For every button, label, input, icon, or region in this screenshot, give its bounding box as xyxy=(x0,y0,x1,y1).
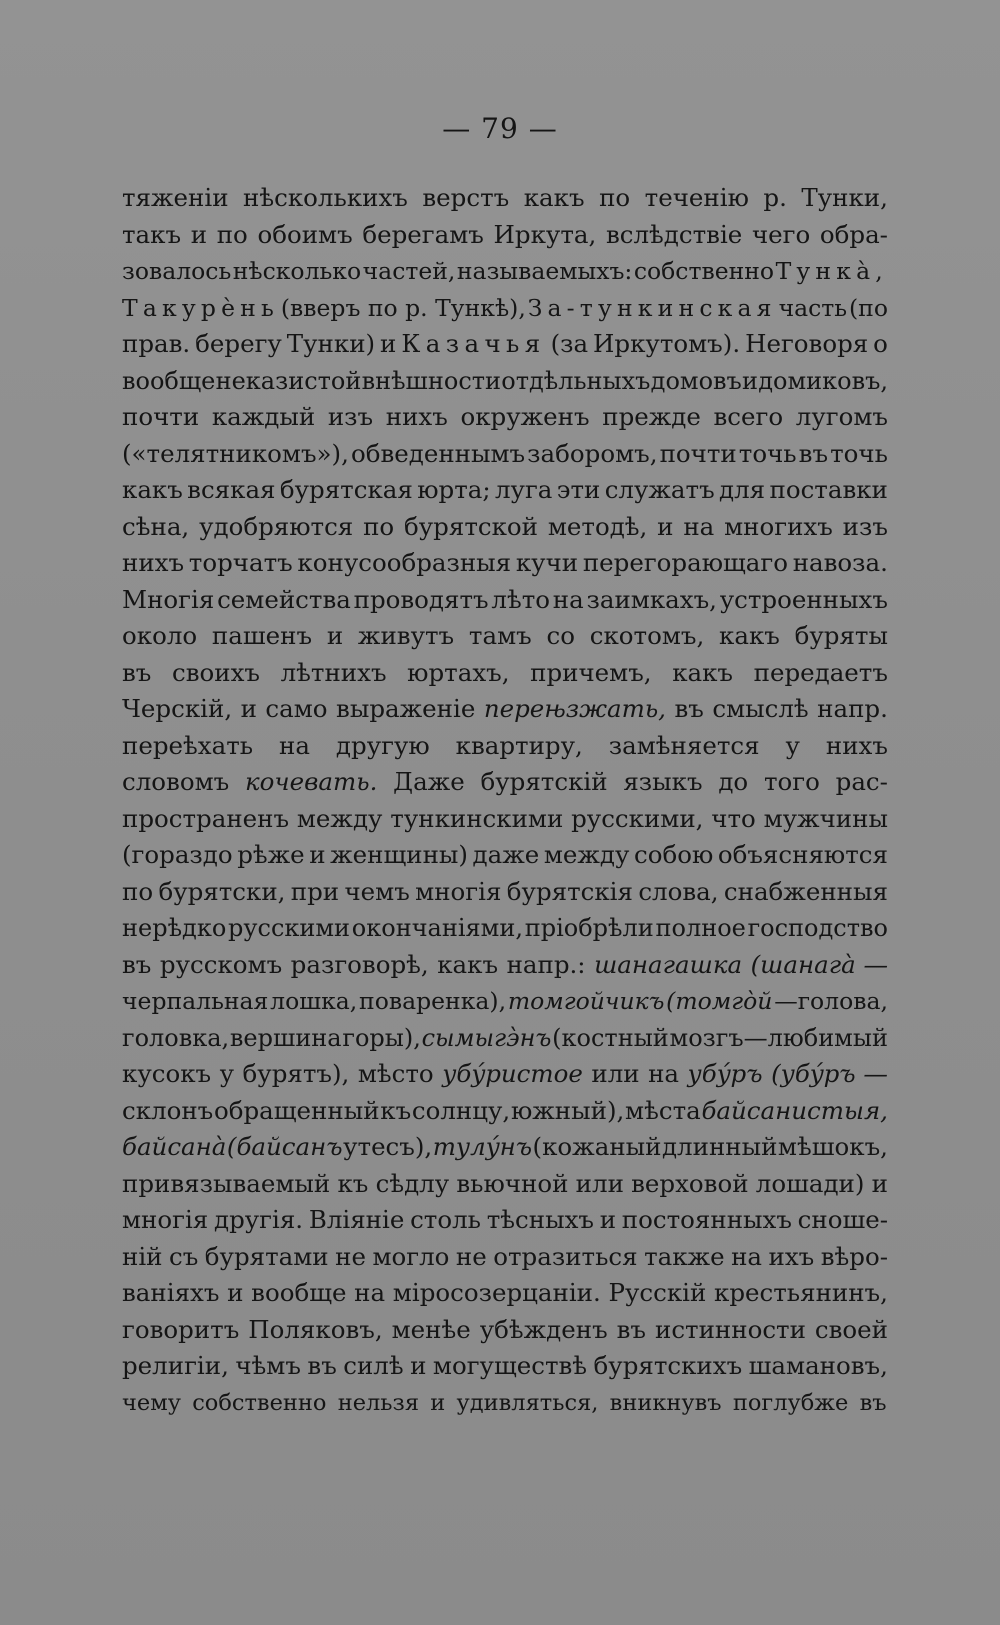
word: вообще xyxy=(122,366,216,395)
word: привязываемый xyxy=(122,1168,331,1198)
word: чемъ xyxy=(344,876,410,906)
word: въ xyxy=(859,1389,887,1416)
word: вьючной xyxy=(456,1168,569,1198)
word: обведеннымъ xyxy=(350,438,526,468)
word: слова, xyxy=(638,876,719,906)
word: передаетъ xyxy=(753,657,888,687)
word: вслѣдствіе xyxy=(605,219,743,249)
word: вѣро- xyxy=(820,1241,888,1271)
text-line xyxy=(122,1129,888,1166)
word: также xyxy=(644,1241,725,1271)
word: по xyxy=(122,876,154,906)
word: какъ xyxy=(719,621,780,650)
word: (вверъ по р. Тункѣ), xyxy=(280,293,526,322)
word: тѣсныхъ xyxy=(486,1205,595,1234)
word: или xyxy=(591,1059,640,1088)
word: навоза. xyxy=(792,548,888,577)
text-line xyxy=(122,1166,888,1203)
word: часть xyxy=(778,293,848,322)
word: Русскій xyxy=(608,1278,707,1307)
word: скотомъ, xyxy=(589,621,705,650)
word: (кожаный xyxy=(532,1132,662,1161)
word: частей, xyxy=(362,257,456,285)
word: рѣже xyxy=(237,840,305,869)
text-line xyxy=(122,1202,888,1239)
word: на xyxy=(552,584,584,614)
word: убýристое xyxy=(442,1059,583,1088)
word: бурятски, xyxy=(158,876,286,906)
word: замѣняется xyxy=(608,730,760,760)
word: бурятскихъ xyxy=(593,1351,743,1380)
word: напр. xyxy=(817,694,888,723)
word: вершина xyxy=(229,1023,342,1052)
text-line xyxy=(122,363,888,400)
text-line xyxy=(122,290,888,327)
word: точь xyxy=(738,438,797,468)
word: Вліяніе xyxy=(308,1205,405,1234)
word: въ xyxy=(674,694,704,723)
word: сѣдлу xyxy=(375,1168,450,1198)
word: р. xyxy=(763,183,787,212)
word: бурятами xyxy=(204,1241,329,1271)
word: эти xyxy=(556,475,601,504)
word: (байсанъ xyxy=(226,1132,343,1161)
word: теченію xyxy=(644,183,749,212)
word: своей xyxy=(814,1314,888,1344)
word: многія xyxy=(415,876,502,906)
word: бурятская xyxy=(279,475,413,504)
word: склонъ xyxy=(122,1095,214,1125)
word: обоимъ xyxy=(257,219,353,249)
text-line xyxy=(122,983,888,1020)
word: нельзя xyxy=(337,1389,420,1416)
word: не xyxy=(335,1241,366,1271)
text-line xyxy=(122,326,888,363)
text-line xyxy=(122,1275,888,1312)
word: домовъ xyxy=(650,366,742,395)
word: вникнувъ xyxy=(609,1389,722,1416)
word: (гораздо xyxy=(122,840,233,869)
word: нихъ xyxy=(122,548,185,577)
word: силѣ xyxy=(343,1351,404,1380)
word: перегорающаго xyxy=(582,548,788,577)
word: (убýръ — xyxy=(771,1059,888,1088)
word: къ xyxy=(337,1168,369,1198)
page-number: — 79 — xyxy=(442,112,558,145)
word: бурятъ), xyxy=(242,1059,350,1088)
word: внѣшности xyxy=(361,366,502,395)
word: тяженіи xyxy=(122,183,229,212)
word: мѣшокъ, xyxy=(777,1132,888,1161)
word: окончаніями, xyxy=(351,914,523,942)
word: ихъ xyxy=(768,1241,815,1271)
word: смыслѣ xyxy=(712,694,809,723)
word: кочевать. xyxy=(245,767,378,796)
word: къ xyxy=(380,1095,412,1125)
word: какъ xyxy=(672,657,734,687)
word: живутъ xyxy=(357,621,455,650)
word: мозгъ—любимый xyxy=(669,1023,888,1052)
word: въ xyxy=(307,1351,337,1380)
word: Черскій, xyxy=(122,694,233,723)
word: южный), xyxy=(510,1095,625,1125)
text-line xyxy=(122,180,888,217)
word: истинности xyxy=(654,1314,806,1344)
word: при xyxy=(290,876,340,906)
word: байсанистыя, xyxy=(701,1095,888,1125)
word: верховой xyxy=(631,1168,749,1198)
word: заборомъ, xyxy=(527,438,658,468)
text-line xyxy=(122,436,888,473)
word: семейства xyxy=(217,584,351,614)
text-line xyxy=(122,618,888,655)
word: и xyxy=(871,1168,888,1198)
word: отдѣльныхъ xyxy=(501,366,651,395)
word: мужчины xyxy=(763,803,888,833)
word: сымыгэ̀нъ xyxy=(421,1023,552,1052)
word: и xyxy=(227,1278,244,1307)
word: обра- xyxy=(819,219,888,249)
word: убýръ xyxy=(687,1059,763,1088)
word: нерѣдко xyxy=(122,914,227,942)
word: изъ xyxy=(842,511,888,541)
word: верстъ xyxy=(422,183,510,212)
word: убѣжденъ xyxy=(479,1314,608,1344)
text-line xyxy=(122,509,888,546)
word: столь xyxy=(410,1205,481,1234)
word: неказистой xyxy=(215,366,362,395)
word: между xyxy=(543,840,630,869)
word: разговорѣ, xyxy=(290,949,429,979)
word: сѣна, xyxy=(122,511,190,541)
word: на xyxy=(683,511,715,541)
word: лѣто xyxy=(491,584,551,614)
word: своихъ xyxy=(171,657,260,687)
word: байсанà xyxy=(122,1132,227,1161)
word: зовалось xyxy=(122,257,232,285)
word: какъ xyxy=(437,949,499,979)
word: чѣмъ xyxy=(235,1351,301,1380)
word: женщины) xyxy=(330,840,468,869)
word: отразиться xyxy=(493,1241,638,1271)
word: изъ xyxy=(327,402,374,431)
text-line xyxy=(122,910,888,947)
word: Тунки, xyxy=(801,183,888,212)
word: того xyxy=(763,767,820,796)
word: въ xyxy=(122,657,152,687)
word: домиковъ, xyxy=(758,366,888,395)
word: Неговоря xyxy=(745,329,869,358)
word: торчатъ xyxy=(188,548,293,577)
text-line xyxy=(122,1020,888,1057)
word: юрта; xyxy=(417,475,491,504)
word: лошка, xyxy=(270,987,358,1015)
word: рас- xyxy=(835,767,888,796)
word: (по xyxy=(848,293,888,322)
word: на xyxy=(648,1059,680,1088)
text-line xyxy=(122,1056,888,1093)
text-line xyxy=(122,764,888,801)
word: и xyxy=(326,621,344,650)
word: (шанагà — xyxy=(750,949,888,979)
word: юртахъ, xyxy=(407,657,510,687)
word: бурятскій xyxy=(480,767,608,796)
word: напр.: xyxy=(506,949,586,979)
word: ній xyxy=(122,1241,163,1271)
word: и xyxy=(742,366,759,395)
word: со xyxy=(546,621,575,650)
word: тулýнъ xyxy=(432,1132,533,1161)
word: русскими, xyxy=(571,803,704,833)
word: на xyxy=(354,1278,386,1307)
word: и xyxy=(410,1351,427,1380)
word: чего xyxy=(751,219,811,249)
word: За-тункинская xyxy=(527,293,777,322)
word: Многія xyxy=(122,584,215,614)
word: о xyxy=(873,329,888,358)
word: поглубже xyxy=(732,1389,849,1416)
word: между xyxy=(296,803,383,833)
word: головка, xyxy=(122,1023,230,1052)
word: и xyxy=(380,329,397,358)
word: длинный xyxy=(661,1132,778,1161)
word: могло xyxy=(372,1241,450,1271)
word: горы), xyxy=(342,1023,421,1052)
word: чему xyxy=(122,1389,181,1416)
word: многія xyxy=(122,1205,209,1234)
word: тамъ xyxy=(468,621,532,650)
word: для xyxy=(719,475,766,504)
word: черпальная xyxy=(122,987,269,1015)
word: заимкахъ, xyxy=(586,584,717,614)
word: Поляковъ, xyxy=(248,1314,383,1344)
word: и xyxy=(190,219,208,249)
text-line xyxy=(122,217,888,254)
word: полное xyxy=(655,914,746,942)
word: —голова, xyxy=(774,987,888,1015)
word: перењзжать, xyxy=(483,694,666,723)
word: лѣтнихъ xyxy=(280,657,387,687)
word: нихъ xyxy=(825,730,888,760)
word: шанагашка xyxy=(594,949,743,979)
word: берегамъ xyxy=(362,219,484,249)
word: само xyxy=(265,694,328,723)
word: вообще xyxy=(251,1278,347,1307)
word: постоянныхъ xyxy=(621,1205,792,1234)
text-line xyxy=(122,1348,888,1385)
word: крестьянинъ, xyxy=(714,1278,888,1307)
word: даже xyxy=(472,840,540,869)
text-line xyxy=(122,582,888,619)
text-line xyxy=(122,691,888,728)
word: почти xyxy=(659,438,737,468)
word: устроенныхъ xyxy=(719,584,888,614)
word: не xyxy=(455,1241,487,1271)
word: говоритъ xyxy=(122,1314,240,1344)
text-line xyxy=(122,1093,888,1130)
word: шамановъ, xyxy=(748,1351,888,1380)
word: и xyxy=(240,694,257,723)
word: Казачья xyxy=(401,329,546,358)
word: (томгòй xyxy=(666,987,773,1015)
word: точь xyxy=(830,438,888,468)
word: господство xyxy=(747,914,888,942)
word: до xyxy=(718,767,749,796)
word: Такурèнь xyxy=(122,293,279,322)
word: каждый xyxy=(211,402,316,431)
body-text xyxy=(122,180,888,1421)
word: методѣ, xyxy=(547,511,648,541)
word: другую xyxy=(335,730,430,760)
word: въ xyxy=(122,949,152,979)
word: нихъ xyxy=(385,402,448,431)
text-line xyxy=(122,947,888,984)
word: Иркута, xyxy=(493,219,597,249)
word: кучи xyxy=(515,548,579,577)
word: квартиру, xyxy=(455,730,583,760)
word: снабженныя xyxy=(723,876,888,906)
word: тункинскими xyxy=(390,803,564,833)
word: обращенный xyxy=(213,1095,380,1125)
text-line xyxy=(122,837,888,874)
word: кусокъ xyxy=(122,1059,212,1088)
word: мѣста xyxy=(625,1095,701,1125)
word: луга xyxy=(494,475,553,504)
text-line xyxy=(122,1312,888,1349)
word: прав. xyxy=(122,329,191,358)
word: окруженъ xyxy=(460,402,590,431)
word: пашенъ xyxy=(211,621,313,650)
word: языкъ xyxy=(623,767,703,796)
word: (за xyxy=(550,329,589,358)
word: удивляться, xyxy=(456,1389,599,1416)
word: словомъ xyxy=(122,767,230,796)
text-line xyxy=(122,728,888,765)
word: русскими xyxy=(228,914,351,942)
word: религіи, xyxy=(122,1351,229,1380)
word: прежде xyxy=(602,402,701,431)
word: и xyxy=(309,840,326,869)
word: собою xyxy=(633,840,714,869)
word: лугомъ xyxy=(795,402,888,431)
word: собственно xyxy=(192,1389,327,1416)
text-line xyxy=(122,801,888,838)
word: по xyxy=(216,219,248,249)
word: нѣсколько xyxy=(232,257,362,285)
word: причемъ, xyxy=(530,657,652,687)
word: объясняются xyxy=(717,840,888,869)
word: Тунки) xyxy=(286,329,376,358)
text-line xyxy=(122,874,888,911)
word: какъ xyxy=(122,475,183,504)
word: утесъ), xyxy=(343,1132,433,1161)
text-line xyxy=(122,655,888,692)
word: нѣсколькихъ xyxy=(243,183,408,212)
word: и xyxy=(430,1389,446,1416)
word: другія. xyxy=(213,1205,304,1234)
word: на xyxy=(731,1241,763,1271)
word: мѣсто xyxy=(357,1059,434,1088)
word: такъ xyxy=(122,219,182,249)
word: Иркутомъ). xyxy=(593,329,741,358)
word: у xyxy=(785,730,800,760)
word: выраженіе xyxy=(336,694,476,723)
word: называемыхъ: xyxy=(456,257,633,285)
text-line xyxy=(122,545,888,582)
word: переѣхать xyxy=(122,730,254,760)
word: солнцу, xyxy=(411,1095,511,1125)
word: съ xyxy=(168,1241,199,1271)
word: («телятникомъ»), xyxy=(122,438,349,468)
word: бурятскія xyxy=(506,876,633,906)
word: по xyxy=(599,183,631,212)
word: что xyxy=(711,803,756,833)
word: (костный xyxy=(552,1023,669,1052)
word: сноше- xyxy=(797,1205,888,1234)
word: и xyxy=(657,511,674,541)
word: на xyxy=(279,730,310,760)
word: всякая xyxy=(187,475,276,504)
word: могуществѣ xyxy=(432,1351,588,1380)
word: поваренка), xyxy=(359,987,507,1015)
word: служатъ xyxy=(604,475,715,504)
text-line xyxy=(122,253,888,290)
text-line xyxy=(122,399,888,436)
word: лошади) xyxy=(755,1168,865,1198)
word: міросозерцаніи. xyxy=(392,1278,601,1307)
word: конусообразныя xyxy=(297,548,512,577)
word: проводятъ xyxy=(353,584,489,614)
word: около xyxy=(122,621,198,650)
word: Даже xyxy=(393,767,465,796)
word: ваніяхъ xyxy=(122,1278,220,1307)
word: какъ xyxy=(523,183,585,212)
word: буряты xyxy=(794,621,888,650)
word: пространенъ xyxy=(122,803,290,833)
word: въ xyxy=(798,438,829,468)
word: томгойчикъ xyxy=(507,987,665,1015)
word: у xyxy=(219,1059,235,1088)
word: пріобрѣли xyxy=(524,914,654,942)
word: всего xyxy=(713,402,784,431)
word: собственно xyxy=(633,257,775,285)
text-line xyxy=(122,1385,888,1422)
word: и xyxy=(599,1205,617,1234)
word: въ xyxy=(616,1314,647,1344)
word: менѣе xyxy=(391,1314,471,1344)
word: почти xyxy=(122,402,200,431)
text-line xyxy=(122,472,888,509)
word: бурятской xyxy=(404,511,538,541)
word: по xyxy=(363,511,395,541)
word: удобряются xyxy=(199,511,354,541)
word: русскомъ xyxy=(159,949,283,979)
word: или xyxy=(575,1168,624,1198)
word: Тункà, xyxy=(775,257,888,285)
word: поставки xyxy=(769,475,888,504)
word: многихъ xyxy=(724,511,833,541)
text-line xyxy=(122,1239,888,1276)
word: берегу xyxy=(195,329,282,358)
